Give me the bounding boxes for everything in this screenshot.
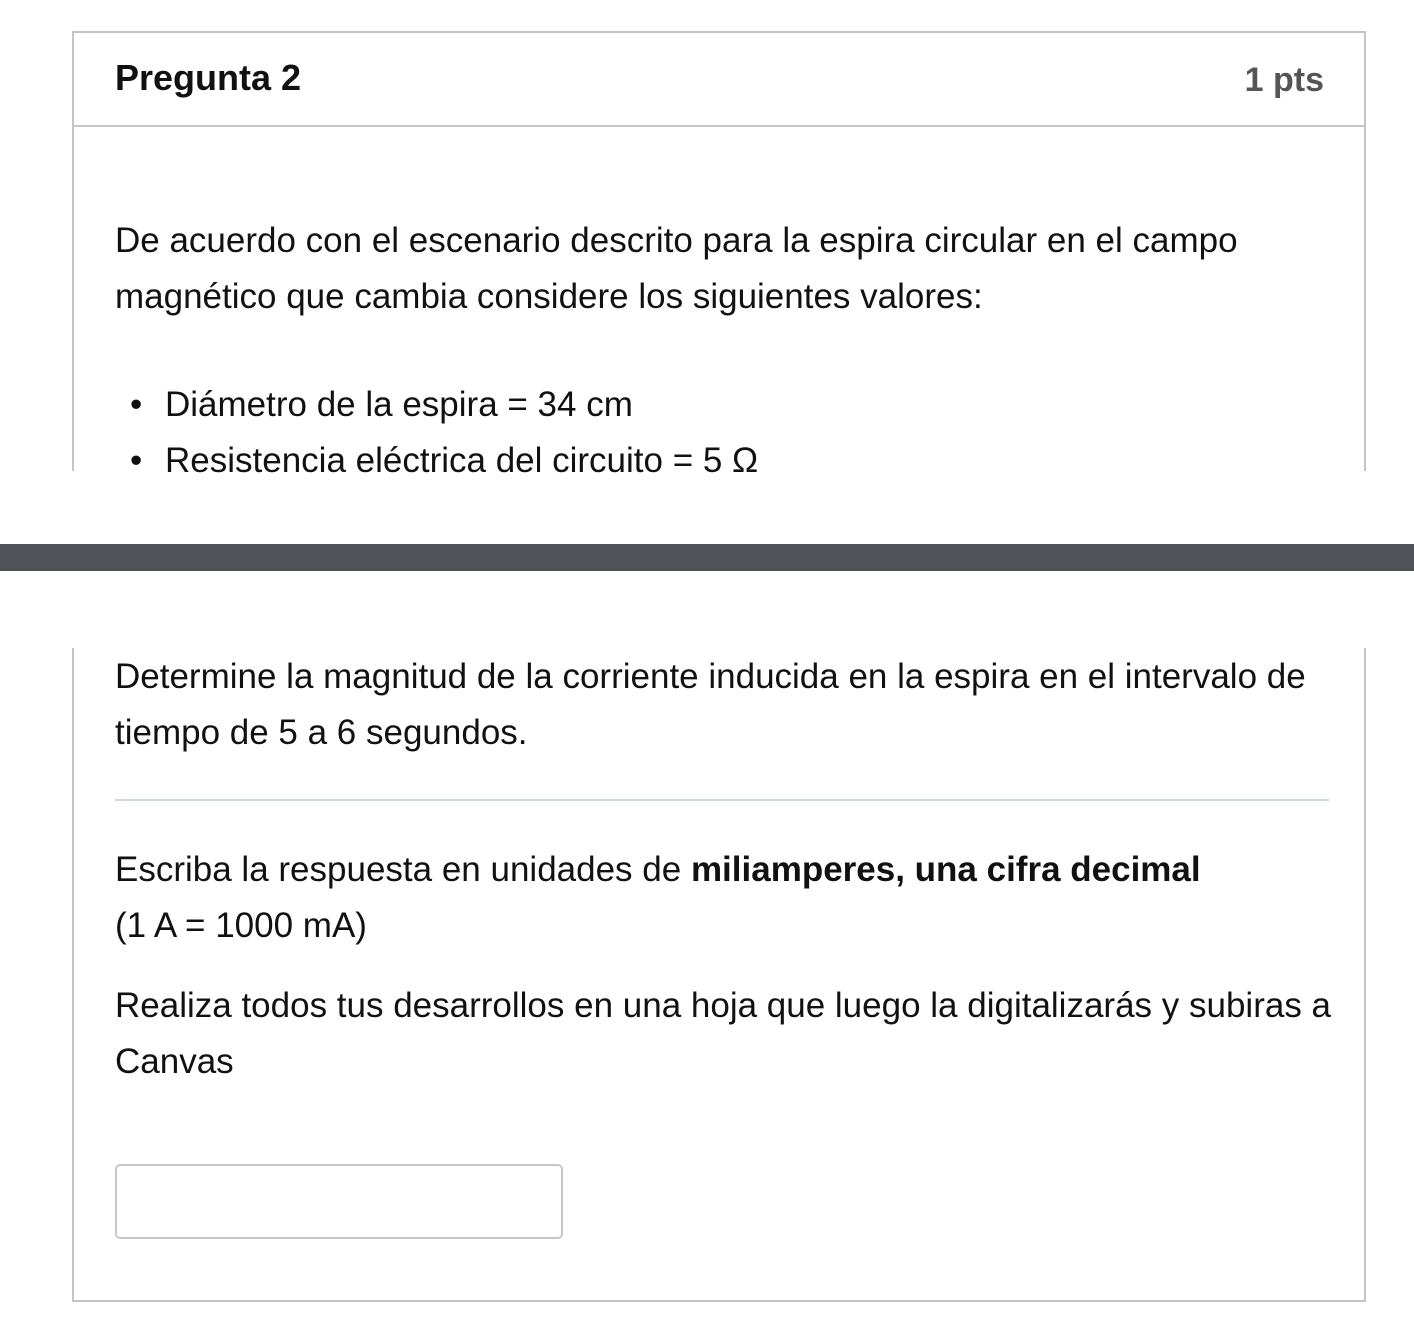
question-header bbox=[74, 33, 1364, 127]
question-intro: De acuerdo con el escenario descrito para la espira circular en el campo magnético que cambia considere los siguientes valores: bbox=[115, 221, 1238, 316]
question-card-top bbox=[72, 31, 1366, 480]
work-note: Realiza todos tus desarrollos en una hoja que luego la digitalizarás y subiras a Canvas bbox=[115, 986, 1332, 1081]
instruction-prefix: Escriba la respuesta en unidades de bbox=[115, 850, 691, 889]
question-title: Pregunta 2 bbox=[115, 57, 302, 98]
screenshot-divider-bar bbox=[0, 544, 1414, 571]
values-list bbox=[115, 377, 758, 489]
answer-input[interactable] bbox=[115, 1164, 563, 1239]
question-points: 1 pts bbox=[1244, 61, 1324, 99]
value-diameter: Diámetro de la espira = 34 cm bbox=[165, 385, 633, 424]
bullet-icon: • bbox=[130, 441, 143, 480]
value-resistance: Resistencia eléctrica del circuito = 5 Ω bbox=[165, 441, 759, 480]
bullet-icon: • bbox=[130, 385, 143, 424]
question-determine: Determine la magnitud de la corriente inducida en la espira en el intervalo de tiempo de 5 a 6 segundos. bbox=[115, 657, 1306, 752]
question-card-bottom bbox=[72, 648, 1366, 1302]
list-item bbox=[115, 377, 758, 433]
instruction-bold: miliamperes, una cifra decimal bbox=[690, 850, 1201, 889]
divider-line bbox=[115, 799, 1329, 801]
list-item bbox=[115, 433, 758, 489]
answer-instructions bbox=[115, 842, 1345, 954]
instruction-suffix: (1 A = 1000 mA) bbox=[115, 906, 367, 945]
